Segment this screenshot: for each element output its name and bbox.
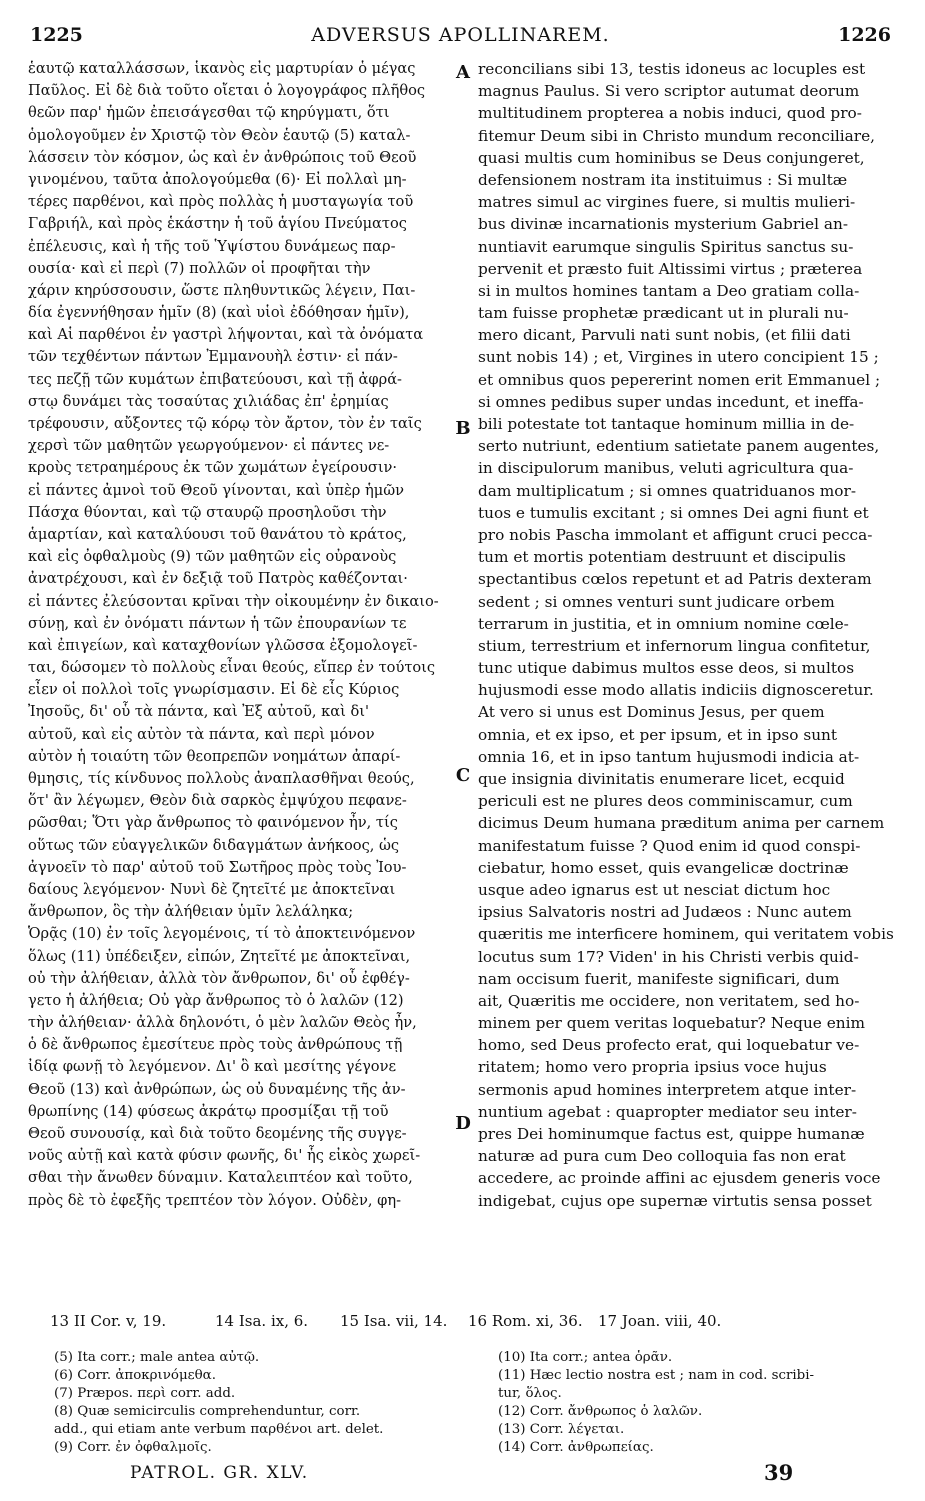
greek-text-line: ὅτ' ἂν λέγωμεν, Θεὸν διὰ σαρκὸς ἐμψύχου πεφανε- bbox=[28, 792, 407, 810]
greek-text-line: χάριν κηρύσσουσιν, ὥστε πληθυντικῶς λέγειν, Παι- bbox=[28, 281, 416, 299]
greek-text-line: σθαι τὴν ἄνωθεν δύναμιν. Καταλειπτέον καὶ τοῦτο, bbox=[28, 1169, 413, 1187]
greek-text-line: Πάσχα θύονται, καὶ τῷ σταυρῷ προσηλοῦσι τὴν bbox=[28, 503, 387, 521]
scripture-ref: 14 Isa. ix, 6. bbox=[215, 1312, 309, 1330]
greek-text-line: γινομένου, ταῦτα ἀπολογούμεθα (6)· Εἰ πολλαὶ μη- bbox=[28, 170, 407, 188]
latin-text-line: dam multiplicatum ; si omnes quatriduanos mor- bbox=[478, 481, 857, 500]
latin-text-line: omnia 16, et in ipso tantum hujusmodi indicia at- bbox=[478, 747, 860, 766]
latin-text-line: nam occisum fuerit, manifeste significari, dum bbox=[478, 969, 840, 988]
footnote-line: (9) Corr. ἐν ὀφθαλμοῖς. bbox=[54, 1440, 212, 1455]
greek-text-line: τέρες παρθένοι, καὶ πρὸς πολλὰς ἡ μυσταγωγία τοῦ bbox=[28, 193, 414, 211]
greek-text-line: θεῶν παρ' ἡμῶν ἐπεισάγεσθαι τῷ κηρύγματι, ὅτι bbox=[28, 104, 390, 122]
footnote-line: (5) Ita corr.; male antea αὐτῷ. bbox=[54, 1350, 260, 1365]
latin-text-line: in discipulorum manibus, veluti agricultura qua- bbox=[478, 459, 854, 478]
greek-text-line: λάσσειν τὸν κόσμον, ὡς καὶ ἐν ἀνθρώποις τοῦ Θεοῦ bbox=[28, 148, 417, 166]
latin-text-line: hujusmodi esse modo allatis indiciis dignosceretur. bbox=[478, 681, 874, 700]
greek-text-line: δία ἐγεννήθησαν ἡμῖν (8) (καὶ υἱοὶ ἐδόθησαν ἡμῖν), bbox=[28, 304, 410, 322]
latin-text-line: pres Dei hominumque factus est, quippe humanæ bbox=[478, 1125, 865, 1143]
latin-text-line: sunt nobis 14) ; et, Virgines in utero concipient 15 ; bbox=[478, 348, 879, 367]
latin-text-line: minem per quem veritas loquebatur? Neque enim bbox=[478, 1014, 866, 1033]
greek-text-line: εἰ πάντες ἐλεύσονται κρῖναι τὴν οἰκουμένην ἐν δικαιο- bbox=[28, 592, 439, 610]
series-footer: PATROL. GR. XLV. bbox=[130, 1463, 309, 1483]
footnote-line: (10) Ita corr.; antea ὁρᾶν. bbox=[498, 1350, 673, 1365]
latin-text-line: accedere, ac proinde affini ac ejusdem generis voce bbox=[478, 1169, 881, 1188]
greek-text-line: ἁμαρτίαν, καὶ καταλύουσι τοῦ θανάτου τὸ κράτος, bbox=[28, 525, 407, 543]
column-number-left: 1225 bbox=[30, 24, 83, 46]
greek-text-line: ρῶσθαι; Ὅτι γὰρ ἄνθρωπος τὸ φαινόμενον ἦν, τίς bbox=[28, 814, 398, 832]
latin-text-line: stium, terrestrium et infernorum lingua confitetur, bbox=[478, 636, 871, 655]
latin-text-line: dicimus Deum humana præditum anima per carnem bbox=[478, 814, 885, 833]
footnote-line: (14) Corr. ἀνθρωπείας. bbox=[498, 1440, 654, 1455]
footnote-line: (6) Corr. ἀποκρινόμεθα. bbox=[54, 1368, 216, 1383]
footnote-line: (11) Hæc lectio nostra est ; nam in cod. scribi- bbox=[498, 1368, 815, 1383]
latin-text-line: sedent ; si omnes venturi sunt judicare orbem bbox=[478, 592, 835, 611]
scripture-ref: 15 Isa. vii, 14. bbox=[340, 1312, 448, 1330]
latin-text-line: tunc utique dabimus multos esse deos, si multos bbox=[478, 659, 855, 678]
latin-text-line: usque adeo ignarus est ut nesciat dictum hoc bbox=[478, 880, 831, 899]
greek-text-line: καὶ εἰς ὀφθαλμοὺς (9) τῶν μαθητῶν εἰς οὐρανοὺς bbox=[28, 548, 397, 566]
latin-text-line: que insignia divinitatis enumerare licet, ecquid bbox=[478, 770, 845, 788]
scripture-ref: 17 Joan. viii, 40. bbox=[598, 1312, 722, 1330]
greek-text-line: αὐτοῦ, καὶ εἰς αὐτὸν τὰ πάντα, καὶ περὶ μόνον bbox=[28, 725, 375, 743]
latin-text-line: locutus sum 17? Viden' in his Christi verbis quid- bbox=[478, 947, 859, 966]
latin-text-line: bili potestate tot tantaque hominum millia in de- bbox=[478, 415, 855, 433]
latin-text-line: terrarum in justitia, et in omnium nomine cœle- bbox=[478, 614, 849, 633]
footnote-line: (7) Præpos. περὶ corr. add. bbox=[54, 1386, 236, 1401]
greek-text-line: χερσὶ τῶν μαθητῶν γεωργούμενον· εἰ πάντες νε- bbox=[28, 437, 390, 455]
greek-text-line: τὴν ἀλήθειαν· ἀλλὰ δηλονότι, ὁ μὲν λαλῶν Θεὸς ἦν, bbox=[28, 1014, 417, 1032]
latin-text-line: mero dicant, Parvuli nati sunt nobis, (et filii dati bbox=[478, 326, 851, 345]
greek-text-line: ὁ δὲ ἄνθρωπος ἐμεσίτευε πρὸς τοὺς ἀνθρώπους τῇ bbox=[28, 1036, 403, 1054]
greek-text-line: τες πεζῇ τῶν κυμάτων ἐπιβατεύουσι, καὶ τῇ ἀφρά- bbox=[28, 370, 402, 388]
greek-text-line: Ἰησοῦς, δι' οὗ τὰ πάντα, καὶ Ἐξ αὐτοῦ, καὶ δι' bbox=[28, 703, 370, 721]
latin-text-line: quasi multis cum hominibus se Deus conjungeret, bbox=[478, 148, 865, 167]
column-number-right: 1226 bbox=[838, 24, 891, 46]
latin-text-line: magnus Paulus. Si vero scriptor autumat deorum bbox=[478, 82, 860, 101]
footnote-line: (12) Corr. ἄνθρωπος ὁ λαλῶν. bbox=[498, 1404, 703, 1419]
greek-text-line: ἐπέλευσις, καὶ ἡ τῆς τοῦ Ὑψίστου δυνάμεως παρ- bbox=[28, 237, 396, 255]
footnote-line: tur, ὅλος. bbox=[498, 1386, 562, 1401]
greek-text-line: ὅλως (11) ὑπέδειξεν, εἰπών, Ζητεῖτέ με ἀποκτεῖναι, bbox=[28, 947, 411, 965]
greek-text-line: θρωπίνης (14) φύσεως ἀκράτῳ προσμίξαι τῇ τοῦ bbox=[28, 1102, 389, 1120]
scripture-ref: 16 Rom. xi, 36. bbox=[468, 1312, 583, 1330]
margin-marker-c: C bbox=[455, 765, 471, 786]
greek-text-line: Θεοῦ (13) καὶ ἀνθρώπων, ὡς οὐ δυναμένης τῆς ἀν- bbox=[28, 1080, 406, 1098]
latin-text-line: omnia, et ex ipso, et per ipsum, et in ipso sunt bbox=[478, 725, 838, 744]
greek-text-line: Παῦλος. Εἰ δὲ διὰ τοῦτο οἴεται ὁ λογογράφος πλῆθος bbox=[28, 82, 426, 100]
greek-text-line: ται, δώσομεν τὸ πολλοὺς εἶναι θεούς, εἴπερ ἐν τούτοις bbox=[28, 659, 436, 677]
greek-text-line: οὐ τὴν ἀλήθειαν, ἀλλὰ τὸν ἄνθρωπον, δι' οὗ ἐφθέγ- bbox=[28, 969, 410, 987]
greek-text-line: στῳ δυνάμει τὰς τοσαύτας χιλιάδας ἐπ' ἐρημίας bbox=[28, 392, 389, 410]
greek-text-line: ἰδίᾳ φωνῇ τὸ λεγόμενον. Δι' ὃ καὶ μεσίτης γέγονε bbox=[28, 1058, 397, 1076]
latin-text-line: tuos e tumulis excitant ; si omnes Dei agni fiunt et bbox=[478, 503, 869, 522]
greek-text-line: αὐτὸν ἡ τοιαύτη τῶν θεοπρεπῶν νοημάτων ἀπαρί- bbox=[28, 747, 401, 765]
latin-text-line: sermonis apud homines interpretem atque inter- bbox=[478, 1080, 857, 1099]
latin-text-line: spectantibus cœlos repetunt et ad Patris dexteram bbox=[478, 570, 872, 589]
greek-text-line: ἄνθρωπον, ὃς τὴν ἀλήθειαν ὑμῖν λελάληκα; bbox=[28, 903, 354, 921]
latin-text-column bbox=[478, 58, 894, 1301]
latin-text-line: bus divinæ incarnationis mysterium Gabriel an- bbox=[478, 215, 848, 234]
latin-text-line: et omnibus quos pepererint nomen erit Emmanuel ; bbox=[478, 370, 881, 389]
greek-text-line: δαίους λεγόμενον· Νυνὶ δὲ ζητεῖτέ με ἀποκτεῖναι bbox=[28, 880, 396, 898]
latin-text-line: reconcilians sibi 13, testis idoneus ac locuples est bbox=[478, 60, 866, 78]
greek-text-line: ουσία· καὶ εἰ περὶ (7) πολλῶν οἱ προφῆται τὴν bbox=[28, 259, 371, 277]
scripture-ref: 13 II Cor. v, 19. bbox=[50, 1312, 167, 1330]
running-title: ADVERSUS APOLLINAREM. bbox=[311, 24, 610, 46]
greek-text-line: ἀνατρέχουσι, καὶ ἐν δεξιᾷ τοῦ Πατρὸς καθέζονται· bbox=[28, 570, 408, 588]
latin-text-line: homo, sed Deus profecto erat, qui loquebatur ve- bbox=[478, 1036, 860, 1055]
latin-text-line: nuntiavit earumque singulis Spiritus sanctus su- bbox=[478, 237, 854, 256]
greek-text-line: τρέφουσιν, αὔξοντες τῷ κόρῳ τὸν ἄρτον, τὸν ἐν ταῖς bbox=[28, 415, 422, 432]
greek-text-line: καὶ ἐπιγείων, καὶ καταχθονίων γλῶσσα ἐξομολογεῖ- bbox=[28, 636, 418, 654]
latin-text-line: serto nutriunt, edentium satietate panem augentes, bbox=[478, 437, 880, 456]
greek-text-line: Γαβριήλ, καὶ πρὸς ἑκάστην ἡ τοῦ ἁγίου Πνεύματος bbox=[28, 215, 407, 233]
running-header bbox=[30, 20, 891, 54]
greek-text-line: Θεοῦ συνουσίᾳ, καὶ διὰ τοῦτο δεομένης τῆς συγγε- bbox=[28, 1125, 407, 1142]
latin-text-line: At vero si unus est Dominus Jesus, per quem bbox=[478, 703, 825, 722]
margin-marker-b: B bbox=[455, 418, 471, 439]
footnotes-left bbox=[54, 1349, 464, 1457]
footnote-line: add., qui etiam ante verbum παρθένοι art. delet. bbox=[54, 1422, 384, 1437]
footnotes-right bbox=[498, 1349, 898, 1457]
greek-text-line: τῶν τεχθέντων πάντων Ἐμμανουὴλ ἐστιν· εἰ πάν- bbox=[28, 348, 398, 366]
latin-text-line: si omnes pedibus super undas incedunt, et ineffa- bbox=[478, 392, 864, 411]
latin-text-line: multitudinem propterea a nobis induci, quod pro- bbox=[478, 104, 862, 123]
latin-text-line: indigebat, cujus ope supernæ virtutis sensa posset bbox=[478, 1191, 872, 1210]
greek-text-line: σύνῃ, καὶ ἐν ὀνόματι πάντων ἡ τῶν ἐπουρανίων τε bbox=[28, 614, 407, 632]
page-number: 39 bbox=[764, 1460, 794, 1485]
greek-text-line: νοῦς αὐτῇ καὶ κατὰ φύσιν φωνῆς, δι' ἧς εἰκὸς χωρεῖ- bbox=[28, 1147, 421, 1165]
latin-text-line: fitemur Deum sibi in Christo mundum reconciliare, bbox=[478, 126, 876, 145]
latin-text-line: ciebatur, homo esset, quis evangelicæ doctrinæ bbox=[478, 858, 849, 877]
latin-text-line: naturæ ad pura cum Deo colloquia fas non erat bbox=[478, 1147, 846, 1166]
latin-text-line: ipsius Salvatoris nostri ad Judæos : Nunc autem bbox=[478, 903, 852, 922]
latin-text-line: matres simul ac virgines fuere, si multis mulieri- bbox=[478, 193, 856, 212]
greek-text-line: ἑαυτῷ καταλλάσσων, ἱκανὸς εἰς μαρτυρίαν ὁ μέγας bbox=[28, 60, 416, 77]
greek-text-line: καὶ Αἱ παρθένοι ἐν γαστρὶ λήψονται, καὶ τὰ ὀνόματα bbox=[28, 326, 424, 344]
greek-text-line: πρὸς δὲ τὸ ἐφεξῆς τρεπτέον τὸν λόγον. Οὐδὲν, φη- bbox=[28, 1191, 402, 1209]
latin-text-line: quæritis me interficere hominem, qui veritatem vobis bbox=[478, 925, 894, 944]
latin-text-line: nuntium agebat : quapropter mediator seu inter- bbox=[478, 1102, 857, 1121]
greek-text-line: γετο ἡ ἀλήθεια; Οὐ γὰρ ἄνθρωπος τὸ ὁ λαλῶν (12) bbox=[28, 991, 404, 1009]
latin-text-line: pervenit et præsto fuit Altissimi virtus ; præterea bbox=[478, 259, 863, 278]
margin-marker-a: A bbox=[456, 62, 470, 83]
footnote-line: (8) Quæ semicirculis comprehenduntur, corr. bbox=[54, 1404, 361, 1419]
latin-text-line: defensionem nostram ita instituimus : Si multæ bbox=[478, 170, 848, 189]
greek-text-line: οὕτως τῶν εὐαγγελικῶν διδαγμάτων ἀνήκοος, ὡς bbox=[28, 836, 400, 854]
latin-text-line: tam fuisse prophetæ prædicant ut in plurali nu- bbox=[478, 304, 849, 323]
latin-text-line: pro nobis Pascha immolant et affigunt cruci pecca- bbox=[478, 525, 873, 544]
greek-text-line: εἰ πάντες ἀμνοὶ τοῦ Θεοῦ γίνονται, καὶ ὑπὲρ ἡμῶν bbox=[28, 481, 404, 499]
greek-text-line: θμησις, τίς κίνδυνος πολλοὺς ἀναπλασθῆναι θεούς, bbox=[28, 770, 415, 787]
greek-text-line: ὁμολογοῦμεν ἐν Χριστῷ τὸν Θεὸν ἑαυτῷ (5) καταλ- bbox=[28, 126, 411, 144]
latin-text-line: ait, Quæritis me occidere, non veritatem, sed ho- bbox=[478, 991, 860, 1010]
latin-text-line: manifestatum fuisse ? Quod enim id quod conspi- bbox=[478, 836, 861, 855]
latin-text-line: si in multos homines tantam a Deo gratiam colla- bbox=[478, 281, 860, 300]
scripture-references bbox=[50, 1312, 885, 1338]
greek-text-line: κροὺς τετραημέρους ἐκ τῶν χωμάτων ἐγείρουσιν· bbox=[28, 459, 398, 477]
greek-text-line: Ὁρᾷς (10) ἐν τοῖς λεγομένοις, τί τὸ ἀποκτεινόμενον bbox=[28, 925, 416, 943]
margin-marker-d: D bbox=[455, 1113, 471, 1134]
footnote-line: (13) Corr. λέγεται. bbox=[498, 1422, 625, 1437]
greek-text-line: εἶεν οἱ πολλοὶ τοῖς γνωρίσμασιν. Εἰ δὲ εἷς Κύριος bbox=[28, 681, 400, 699]
latin-text-line: periculi est ne plures deos comminiscamur, cum bbox=[478, 792, 853, 811]
greek-text-line: ἀγνοεῖν τὸ παρ' αὐτοῦ τοῦ Σωτῆρος πρὸς τοὺς Ἰου- bbox=[28, 858, 407, 876]
latin-text-line: ritatem; homo vero propria ipsius voce hujus bbox=[478, 1058, 827, 1077]
latin-text-line: tum et mortis potentiam destruunt et discipulis bbox=[478, 548, 846, 567]
greek-text-column bbox=[28, 58, 458, 1301]
